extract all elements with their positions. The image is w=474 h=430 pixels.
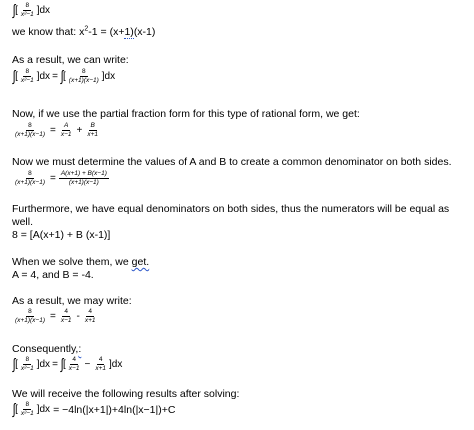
partial-fraction-intro-line: Now, if we use the partial fraction form for this type of rational form, we get: [12, 108, 360, 120]
numerator: 4 [88, 308, 92, 315]
fraction-8-over-x2m1 [19, 356, 36, 373]
denominator: (x+1)(x−1) [15, 179, 45, 186]
known-mid: -1 = (x+ [88, 26, 125, 38]
fraction-B-over-xp1 [85, 122, 100, 139]
fraction-4-over-xp1 [93, 356, 108, 373]
close-bracket-dx: ]dx [101, 71, 116, 82]
fraction-4-over-xm1 [59, 308, 74, 325]
final-result-equation [12, 401, 175, 418]
open-bracket: [ [15, 359, 18, 370]
integral-sign: ∫ [12, 355, 16, 373]
fraction-8-over-factored [13, 122, 47, 139]
furthermore-line-2: well. [12, 216, 34, 228]
as-result-line: As a result, we can write: [12, 54, 129, 66]
denominator: x−1 [60, 131, 72, 138]
denominator: (x+1)(x−1) [15, 131, 45, 138]
partial-fraction-equation [12, 122, 101, 139]
fraction-A-over-xm1 [59, 122, 74, 139]
known-identity-line [12, 26, 155, 39]
numerator: 4 [98, 356, 103, 363]
integral-sign: ∫ [60, 355, 64, 373]
grammar-underlined-mark: : [78, 343, 82, 355]
numerator: B [90, 122, 95, 129]
numerator: 8 [28, 122, 32, 129]
open-bracket: [ [15, 71, 18, 82]
denominator: (x+1)(x−1) [68, 77, 99, 84]
numerator: 8 [25, 401, 30, 408]
integral-expression-2 [12, 68, 115, 85]
integral-sign: ∫ [12, 400, 16, 418]
fraction-AB-over-factored [59, 170, 109, 187]
solve-line [12, 256, 149, 269]
denominator: x²−1 [20, 11, 34, 18]
denominator: x+1 [84, 317, 96, 324]
consequently-text: Consequently, [12, 343, 79, 355]
solve-prefix: When we solve them, we [12, 256, 132, 268]
equals-sign: = [52, 71, 58, 82]
numerator: 8 [25, 2, 30, 9]
close-bracket-dx: ]dx [108, 359, 123, 370]
denominator: x−1 [60, 317, 72, 324]
denominator: (x+1)(x−1) [15, 317, 45, 324]
ab-values-line: A = 4, and B = -4. [12, 269, 94, 281]
numerator: A [63, 122, 69, 129]
fraction-4-over-xm1 [67, 356, 82, 373]
superscript-2: 2 [84, 25, 89, 33]
receive-line: We will receive the following results after solving: [12, 388, 240, 400]
integral-sign: ∫ [12, 67, 16, 85]
decomposition-equation [12, 308, 99, 325]
fraction-4-over-xp1 [83, 308, 98, 325]
determine-line: Now we must determine the values of A and B to create a common denominator on both sides. [12, 156, 452, 168]
equals-sign: = [49, 125, 56, 136]
final-result-text: = −4ln(|x+1|)+4ln(|x−1|)+C [53, 403, 176, 416]
open-bracket: [ [15, 404, 18, 415]
open-bracket: [ [15, 5, 18, 16]
denominator: x²−1 [20, 77, 34, 84]
numerator: 8 [28, 170, 32, 177]
integral-sign: ∫ [12, 1, 16, 19]
numerator: 8 [25, 68, 30, 75]
fraction-8-over-x2m1 [19, 2, 36, 19]
denominator: (x+1)(x−1) [68, 179, 99, 186]
numerator: A(x+1) + B(x−1) [60, 170, 107, 177]
consequently-line [12, 343, 81, 356]
numerator: 8 [81, 68, 86, 75]
denominator: x²−1 [20, 410, 34, 417]
numerator: 4 [72, 356, 76, 363]
close-bracket-dx: ]dx [36, 359, 51, 370]
open-bracket: [ [63, 359, 66, 370]
denominator: x+1 [87, 131, 99, 138]
known-suffix: (x-1) [133, 26, 156, 38]
integral-sign: ∫ [60, 67, 64, 85]
numerator: 8 [28, 308, 32, 315]
denominator: x−1 [68, 365, 80, 372]
fraction-8-over-x2m1 [19, 68, 36, 85]
denominator: x²−1 [20, 365, 34, 372]
result-write-line: As a result, we may write: [12, 295, 132, 307]
close-bracket-dx: ]dx [36, 5, 51, 16]
open-bracket: [ [63, 71, 66, 82]
minus-sign: - [76, 311, 80, 322]
close-bracket-dx: ]dx [36, 404, 51, 415]
close-bracket-dx: ]dx [36, 71, 51, 82]
numerator: 8 [25, 356, 30, 363]
equals-sign: = [49, 311, 56, 322]
equals-sign: = [49, 173, 56, 184]
spellcheck-underlined-text: 1) [124, 26, 134, 38]
minus-sign: − [84, 359, 91, 370]
grammar-underlined-text: get. [131, 256, 150, 268]
common-denominator-equation [12, 170, 110, 187]
fraction-8-over-x2m1 [19, 401, 36, 418]
numerators-equal-line: 8 = [A(x+1) + B (x-1)] [12, 229, 111, 241]
integral-expression-3 [12, 356, 122, 373]
equals-sign: = [52, 359, 58, 370]
fraction-8-over-factored [13, 170, 47, 187]
known-prefix: we know that: x [12, 26, 85, 38]
fraction-8-over-factored [13, 308, 47, 325]
furthermore-line-1: Furthermore, we have equal denominators on both sides, thus the numerators will be equal as [12, 203, 450, 215]
denominator: x+1 [95, 365, 106, 372]
plus-sign: + [76, 125, 83, 136]
numerator: 4 [64, 308, 68, 315]
integral-expression-1 [12, 2, 50, 19]
fraction-8-over-factored [67, 68, 101, 85]
